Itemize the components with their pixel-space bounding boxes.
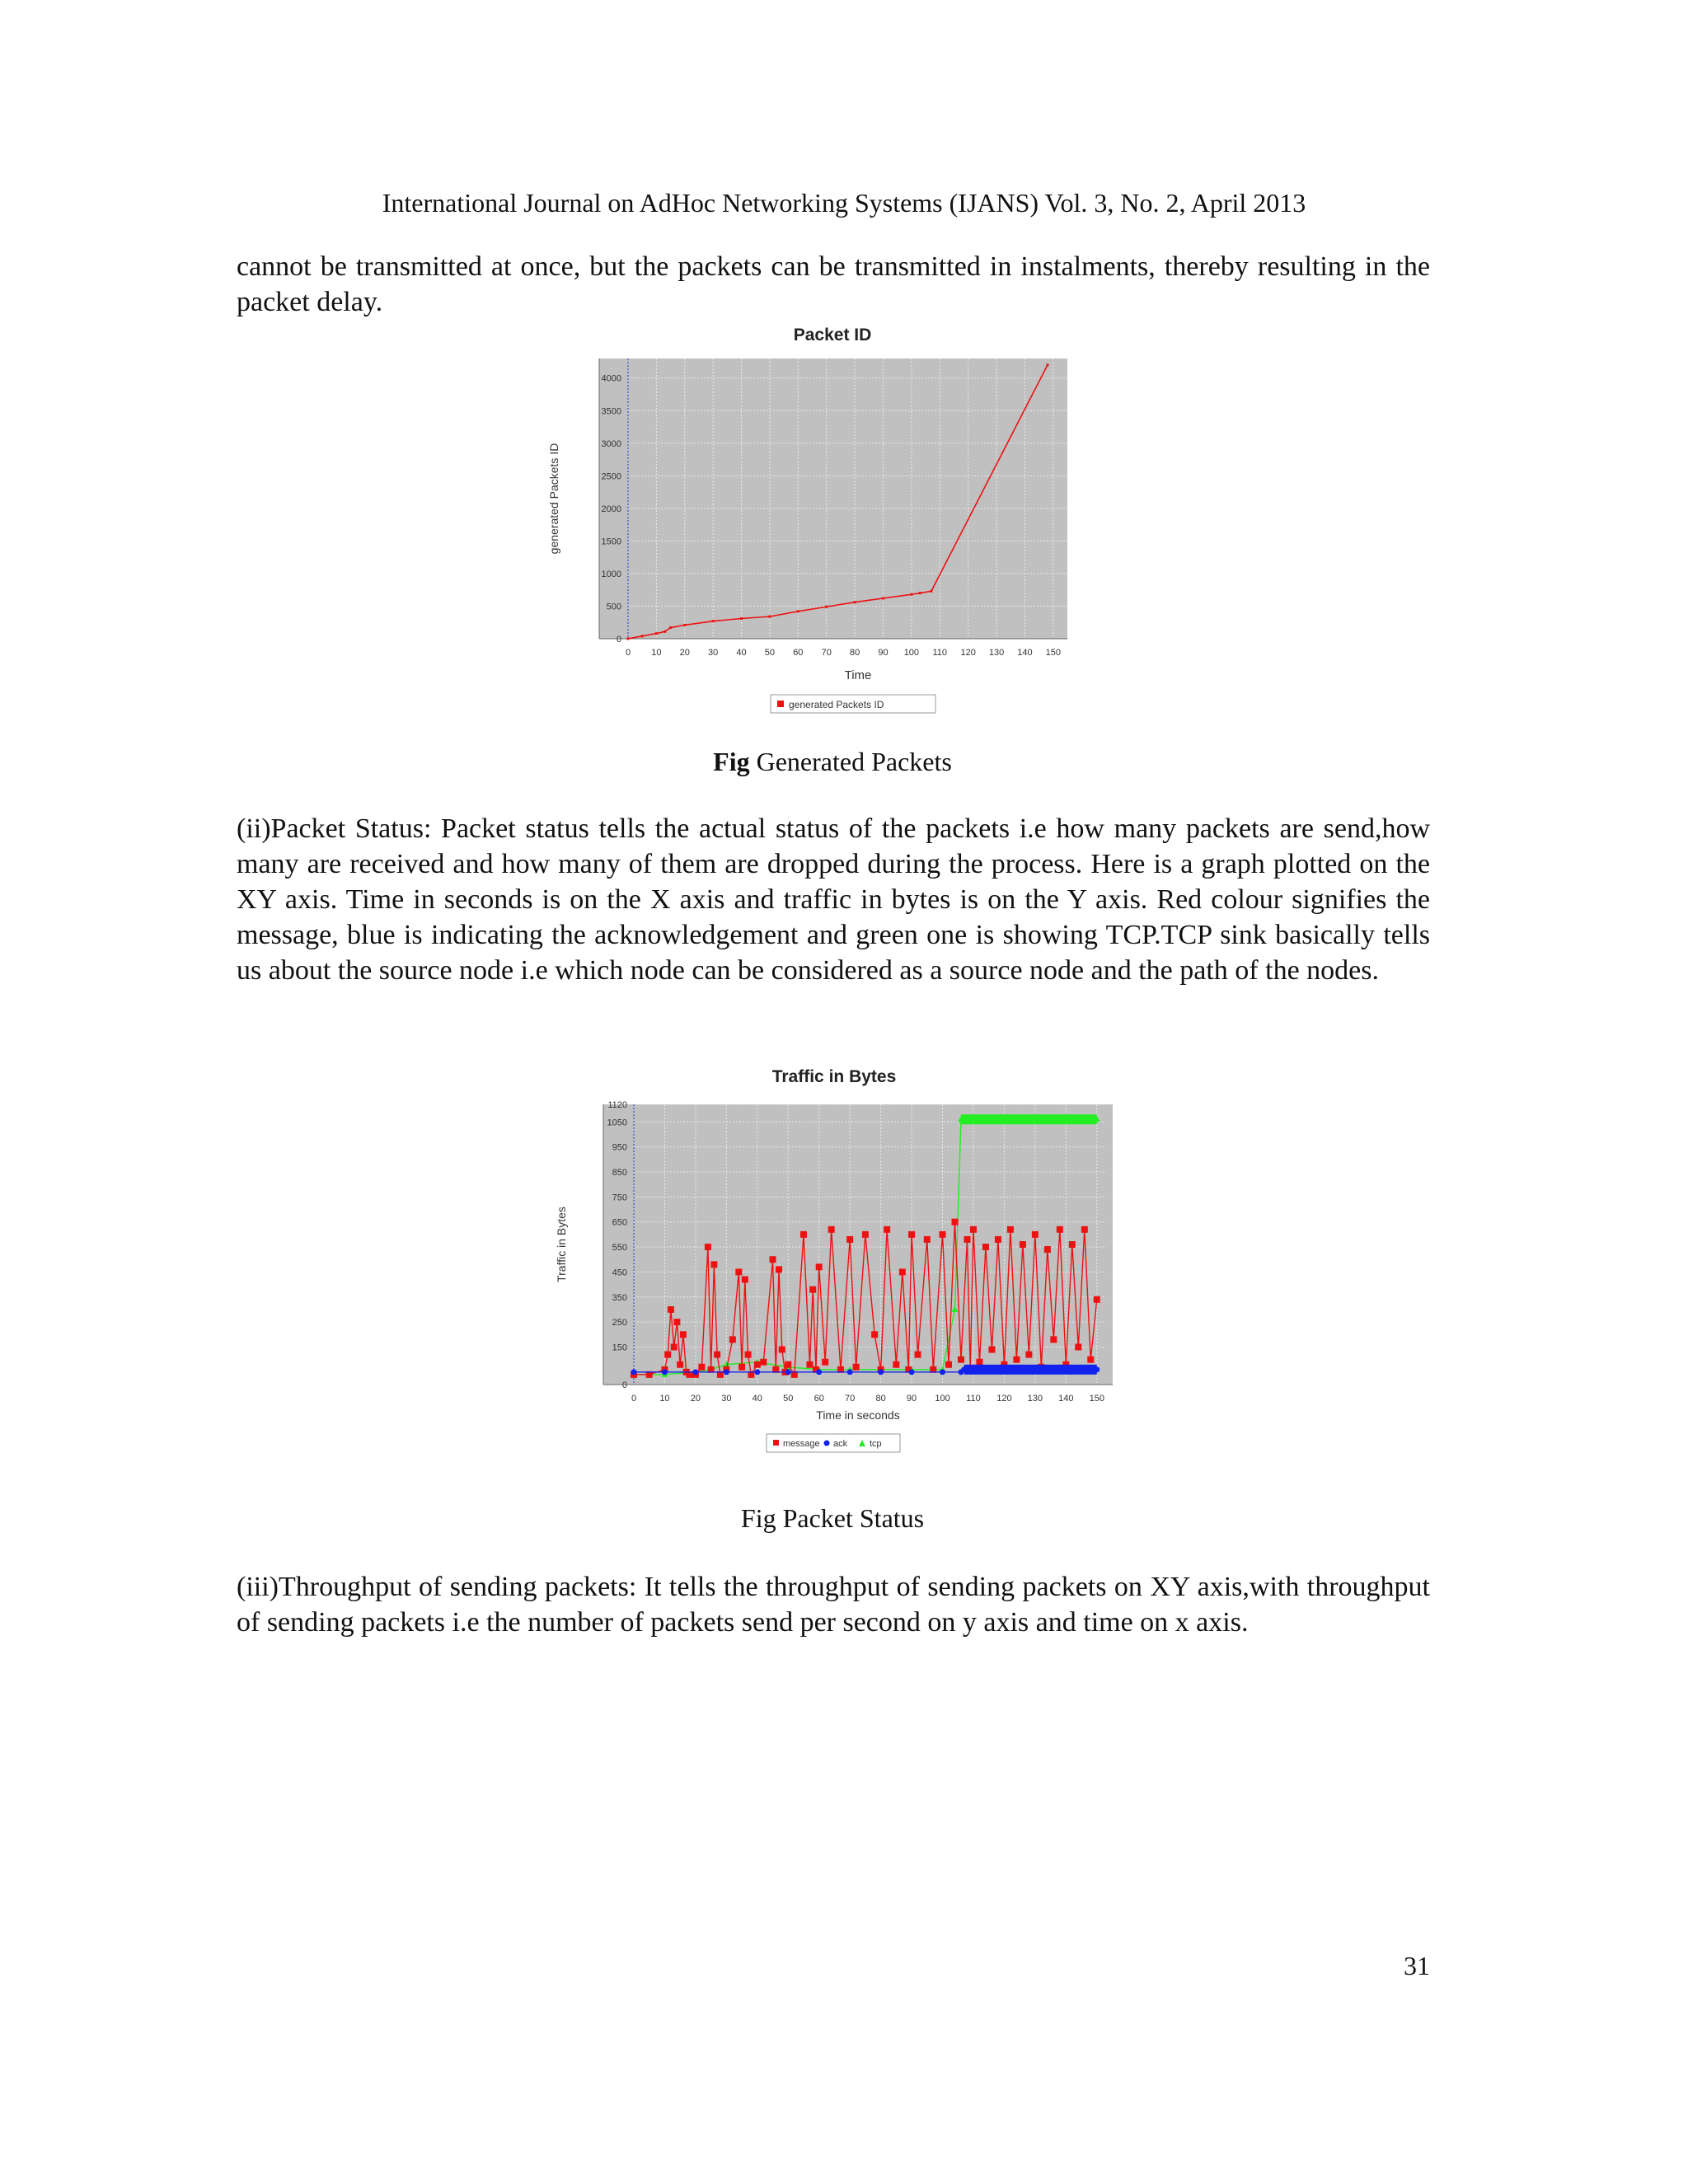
- data-point: [816, 1263, 823, 1270]
- data-point: [1087, 1357, 1094, 1363]
- y-tick-label: 3000: [601, 438, 621, 449]
- data-point: [745, 1352, 752, 1358]
- data-point: [738, 1364, 745, 1371]
- legend-label-tcp: tcp: [870, 1439, 882, 1449]
- legend-label: generated Packets ID: [789, 699, 884, 710]
- x-tick-label: 60: [814, 1394, 824, 1404]
- data-point: [995, 1236, 1001, 1243]
- y-tick-label: 250: [612, 1318, 627, 1329]
- data-point: [940, 1231, 946, 1238]
- y-tick-label: 950: [612, 1142, 627, 1153]
- data-point: [1046, 363, 1048, 366]
- data-point: [729, 1336, 736, 1343]
- y-axis-label: Traffic in Bytes: [555, 1207, 568, 1282]
- x-tick-label: 60: [793, 648, 804, 658]
- data-point: [809, 1286, 816, 1293]
- y-tick-label: 4000: [601, 373, 621, 384]
- data-point: [806, 1361, 813, 1368]
- data-point: [976, 1359, 982, 1366]
- data-point: [673, 1319, 680, 1325]
- y-tick-label: 0: [616, 635, 621, 644]
- paragraph-intro: cannot be transmitted at once, but the packets can be transmitted in instalments, thereby resulting in the packet delay.: [237, 251, 1430, 317]
- data-point: [958, 1357, 964, 1363]
- data-point: [655, 632, 658, 635]
- x-tick-label: 140: [1058, 1394, 1074, 1404]
- x-tick-label: 150: [1089, 1394, 1104, 1404]
- data-point: [899, 1268, 906, 1275]
- chart-title: Packet ID: [793, 326, 872, 344]
- data-point: [776, 1266, 782, 1272]
- tcp-dense-band: [961, 1114, 1097, 1124]
- x-tick-label: 90: [906, 1394, 917, 1404]
- x-tick-label: 30: [721, 1394, 732, 1404]
- x-tick-label: 130: [1027, 1394, 1043, 1404]
- y-tick-label: 150: [612, 1343, 627, 1353]
- y-tick-label: 850: [612, 1167, 627, 1178]
- x-tick-label: 130: [988, 648, 1005, 658]
- x-axis-label: Time in seconds: [816, 1408, 900, 1422]
- data-point: [680, 1331, 687, 1338]
- caption-fig-label: Fig: [713, 747, 750, 776]
- data-point: [677, 1361, 683, 1368]
- data-point: [712, 620, 715, 622]
- data-point: [828, 1226, 835, 1233]
- data-point: [692, 1369, 698, 1375]
- data-point: [768, 616, 771, 618]
- data-point: [671, 1343, 678, 1350]
- data-point: [893, 1361, 899, 1368]
- data-point: [1020, 1241, 1026, 1248]
- legend-swatch-message: [773, 1440, 779, 1446]
- x-tick-label: 50: [783, 1394, 794, 1404]
- data-point: [1007, 1226, 1014, 1233]
- data-point: [664, 1352, 671, 1358]
- figure-caption-2: Fig Packet Status: [740, 1503, 925, 1533]
- data-point: [705, 1244, 711, 1250]
- data-point: [871, 1331, 878, 1338]
- x-tick-label: 100: [903, 648, 920, 658]
- x-tick-label: 0: [625, 648, 631, 658]
- y-tick-label: 1120: [607, 1100, 627, 1110]
- data-point: [641, 635, 644, 637]
- data-point: [785, 1361, 791, 1368]
- x-tick-label: 50: [764, 648, 776, 658]
- x-tick-label: 120: [996, 1394, 1012, 1404]
- data-point: [882, 597, 884, 599]
- data-point: [853, 1364, 860, 1371]
- plot-area: [599, 359, 1067, 639]
- data-point: [668, 1306, 674, 1313]
- y-tick-label: 2000: [601, 504, 621, 514]
- data-point: [683, 624, 686, 626]
- x-tick-label: 0: [631, 1394, 637, 1404]
- data-point: [884, 1226, 890, 1233]
- data-point: [800, 1231, 807, 1238]
- data-point: [770, 1256, 776, 1263]
- x-tick-label: 100: [935, 1394, 950, 1404]
- data-point: [878, 1369, 884, 1375]
- x-tick-label: 10: [659, 1394, 670, 1404]
- x-tick-label: 110: [966, 1394, 981, 1404]
- data-point: [910, 593, 912, 596]
- data-point: [627, 638, 630, 640]
- paragraph-throughput: (iii)Throughput of sending packets: It tells the throughput of sending packets on XY axis,with throughput of sending packets i.e the number of packets send per second on y axis and time on x axis.: [237, 1572, 1430, 1638]
- data-point: [631, 1369, 637, 1375]
- data-point: [816, 1369, 822, 1375]
- legend-label-message: message: [783, 1439, 820, 1449]
- x-tick-labels: [631, 1394, 1104, 1404]
- data-point: [714, 1352, 720, 1358]
- data-point: [754, 1369, 760, 1375]
- data-point: [1057, 1226, 1063, 1233]
- y-tick-label: 3500: [601, 406, 621, 417]
- data-point: [909, 1369, 915, 1375]
- data-point: [970, 1226, 977, 1233]
- data-point: [847, 1369, 853, 1375]
- data-point: [988, 1347, 995, 1353]
- data-point: [930, 590, 932, 593]
- data-point: [669, 626, 672, 629]
- x-tick-label: 20: [690, 1394, 701, 1404]
- x-axis-label: Time: [844, 668, 872, 682]
- packet-id-chart: [540, 321, 1133, 717]
- x-tick-label: 70: [821, 648, 832, 658]
- data-point: [1069, 1241, 1076, 1248]
- data-point: [1013, 1357, 1020, 1363]
- y-tick-label: 0: [621, 1380, 627, 1390]
- journal-header: International Journal on AdHoc Networking Systems (IJANS) Vol. 3, No. 2, April 2013: [382, 188, 1306, 218]
- data-point: [822, 1359, 828, 1366]
- data-point: [908, 1231, 915, 1238]
- data-point: [797, 610, 799, 612]
- data-point: [740, 617, 743, 620]
- legend: [771, 695, 935, 713]
- paragraph-packet-status: (ii)Packet Status: Packet status tells the actual status of the packets i.e how many packets are send,how many are received and how many of them are dropped during the process. Here is a graph plotted on the XY axis. Time in seconds is on the X axis and traffic in bytes is on the Y axis. Red colour signifies the message, blue is indicating the acknowledgement and green one is showing TCP.TCP sink basically tells us about the source node i.e which node can be considered as a source node and the path of the nodes.: [237, 813, 1430, 986]
- caption-text: Generated Packets: [749, 747, 952, 776]
- x-tick-label: 40: [736, 648, 747, 658]
- x-tick-label: 20: [679, 648, 690, 658]
- y-tick-label: 1500: [601, 537, 621, 547]
- data-point: [724, 1369, 729, 1375]
- y-tick-label: 2500: [601, 471, 621, 482]
- data-point: [710, 1261, 717, 1268]
- data-point: [1025, 1352, 1032, 1358]
- data-point: [854, 601, 856, 603]
- legend-swatch-ack: [824, 1441, 830, 1446]
- x-tick-label: 10: [651, 648, 662, 658]
- traffic-bytes-chart: [544, 1063, 1137, 1459]
- data-point: [1075, 1343, 1081, 1350]
- x-tick-label: 140: [1017, 648, 1033, 658]
- data-point: [735, 1268, 742, 1275]
- data-point: [742, 1277, 748, 1283]
- data-point: [951, 1219, 958, 1226]
- data-point: [698, 1364, 705, 1371]
- data-point: [982, 1244, 989, 1250]
- x-tick-label: 70: [845, 1394, 856, 1404]
- legend: [767, 1434, 900, 1452]
- y-tick-label: 450: [612, 1268, 627, 1278]
- data-point: [924, 1236, 931, 1243]
- y-tick-label: 350: [612, 1292, 627, 1303]
- data-point: [862, 1231, 869, 1238]
- data-point: [846, 1236, 853, 1243]
- data-point: [915, 1352, 921, 1358]
- data-point: [779, 1347, 785, 1353]
- ack-dense-band: [964, 1365, 1097, 1375]
- data-point: [785, 1369, 791, 1375]
- data-point: [1044, 1246, 1051, 1253]
- data-point: [1094, 1296, 1100, 1303]
- x-tick-label: 40: [752, 1394, 762, 1404]
- x-tick-label: 80: [875, 1394, 886, 1404]
- y-tick-label: 750: [612, 1193, 627, 1203]
- data-point: [663, 630, 666, 633]
- legend-label-ack: ack: [833, 1439, 848, 1449]
- data-point: [1050, 1336, 1057, 1343]
- figure-caption-1: [0, 747, 1665, 777]
- x-tick-label: 120: [960, 648, 976, 658]
- data-point: [940, 1369, 945, 1375]
- y-tick-label: 1050: [607, 1118, 627, 1128]
- data-point: [919, 592, 921, 594]
- data-point: [662, 1369, 668, 1375]
- x-tick-label: 150: [1045, 648, 1061, 658]
- chart-title: Traffic in Bytes: [771, 1067, 897, 1086]
- x-tick-label: 80: [849, 648, 860, 658]
- y-axis-label: generated Packets ID: [547, 443, 560, 555]
- y-tick-label: 650: [612, 1217, 627, 1228]
- x-tick-label: 110: [932, 648, 948, 658]
- legend-swatch-red: [777, 701, 784, 707]
- x-tick-label: 90: [878, 648, 889, 658]
- y-tick-label: 500: [606, 602, 621, 612]
- data-point: [754, 1361, 761, 1368]
- data-point: [825, 606, 828, 608]
- y-tick-label: 550: [612, 1243, 627, 1254]
- data-point: [945, 1361, 952, 1368]
- x-tick-labels: [626, 648, 1061, 658]
- data-point: [760, 1359, 767, 1366]
- y-tick-label: 1000: [601, 569, 621, 579]
- x-tick-label: 30: [708, 648, 719, 658]
- data-point: [1081, 1226, 1088, 1233]
- data-point: [1032, 1231, 1039, 1238]
- data-point: [964, 1236, 970, 1243]
- page-number: 31: [1404, 1951, 1430, 1980]
